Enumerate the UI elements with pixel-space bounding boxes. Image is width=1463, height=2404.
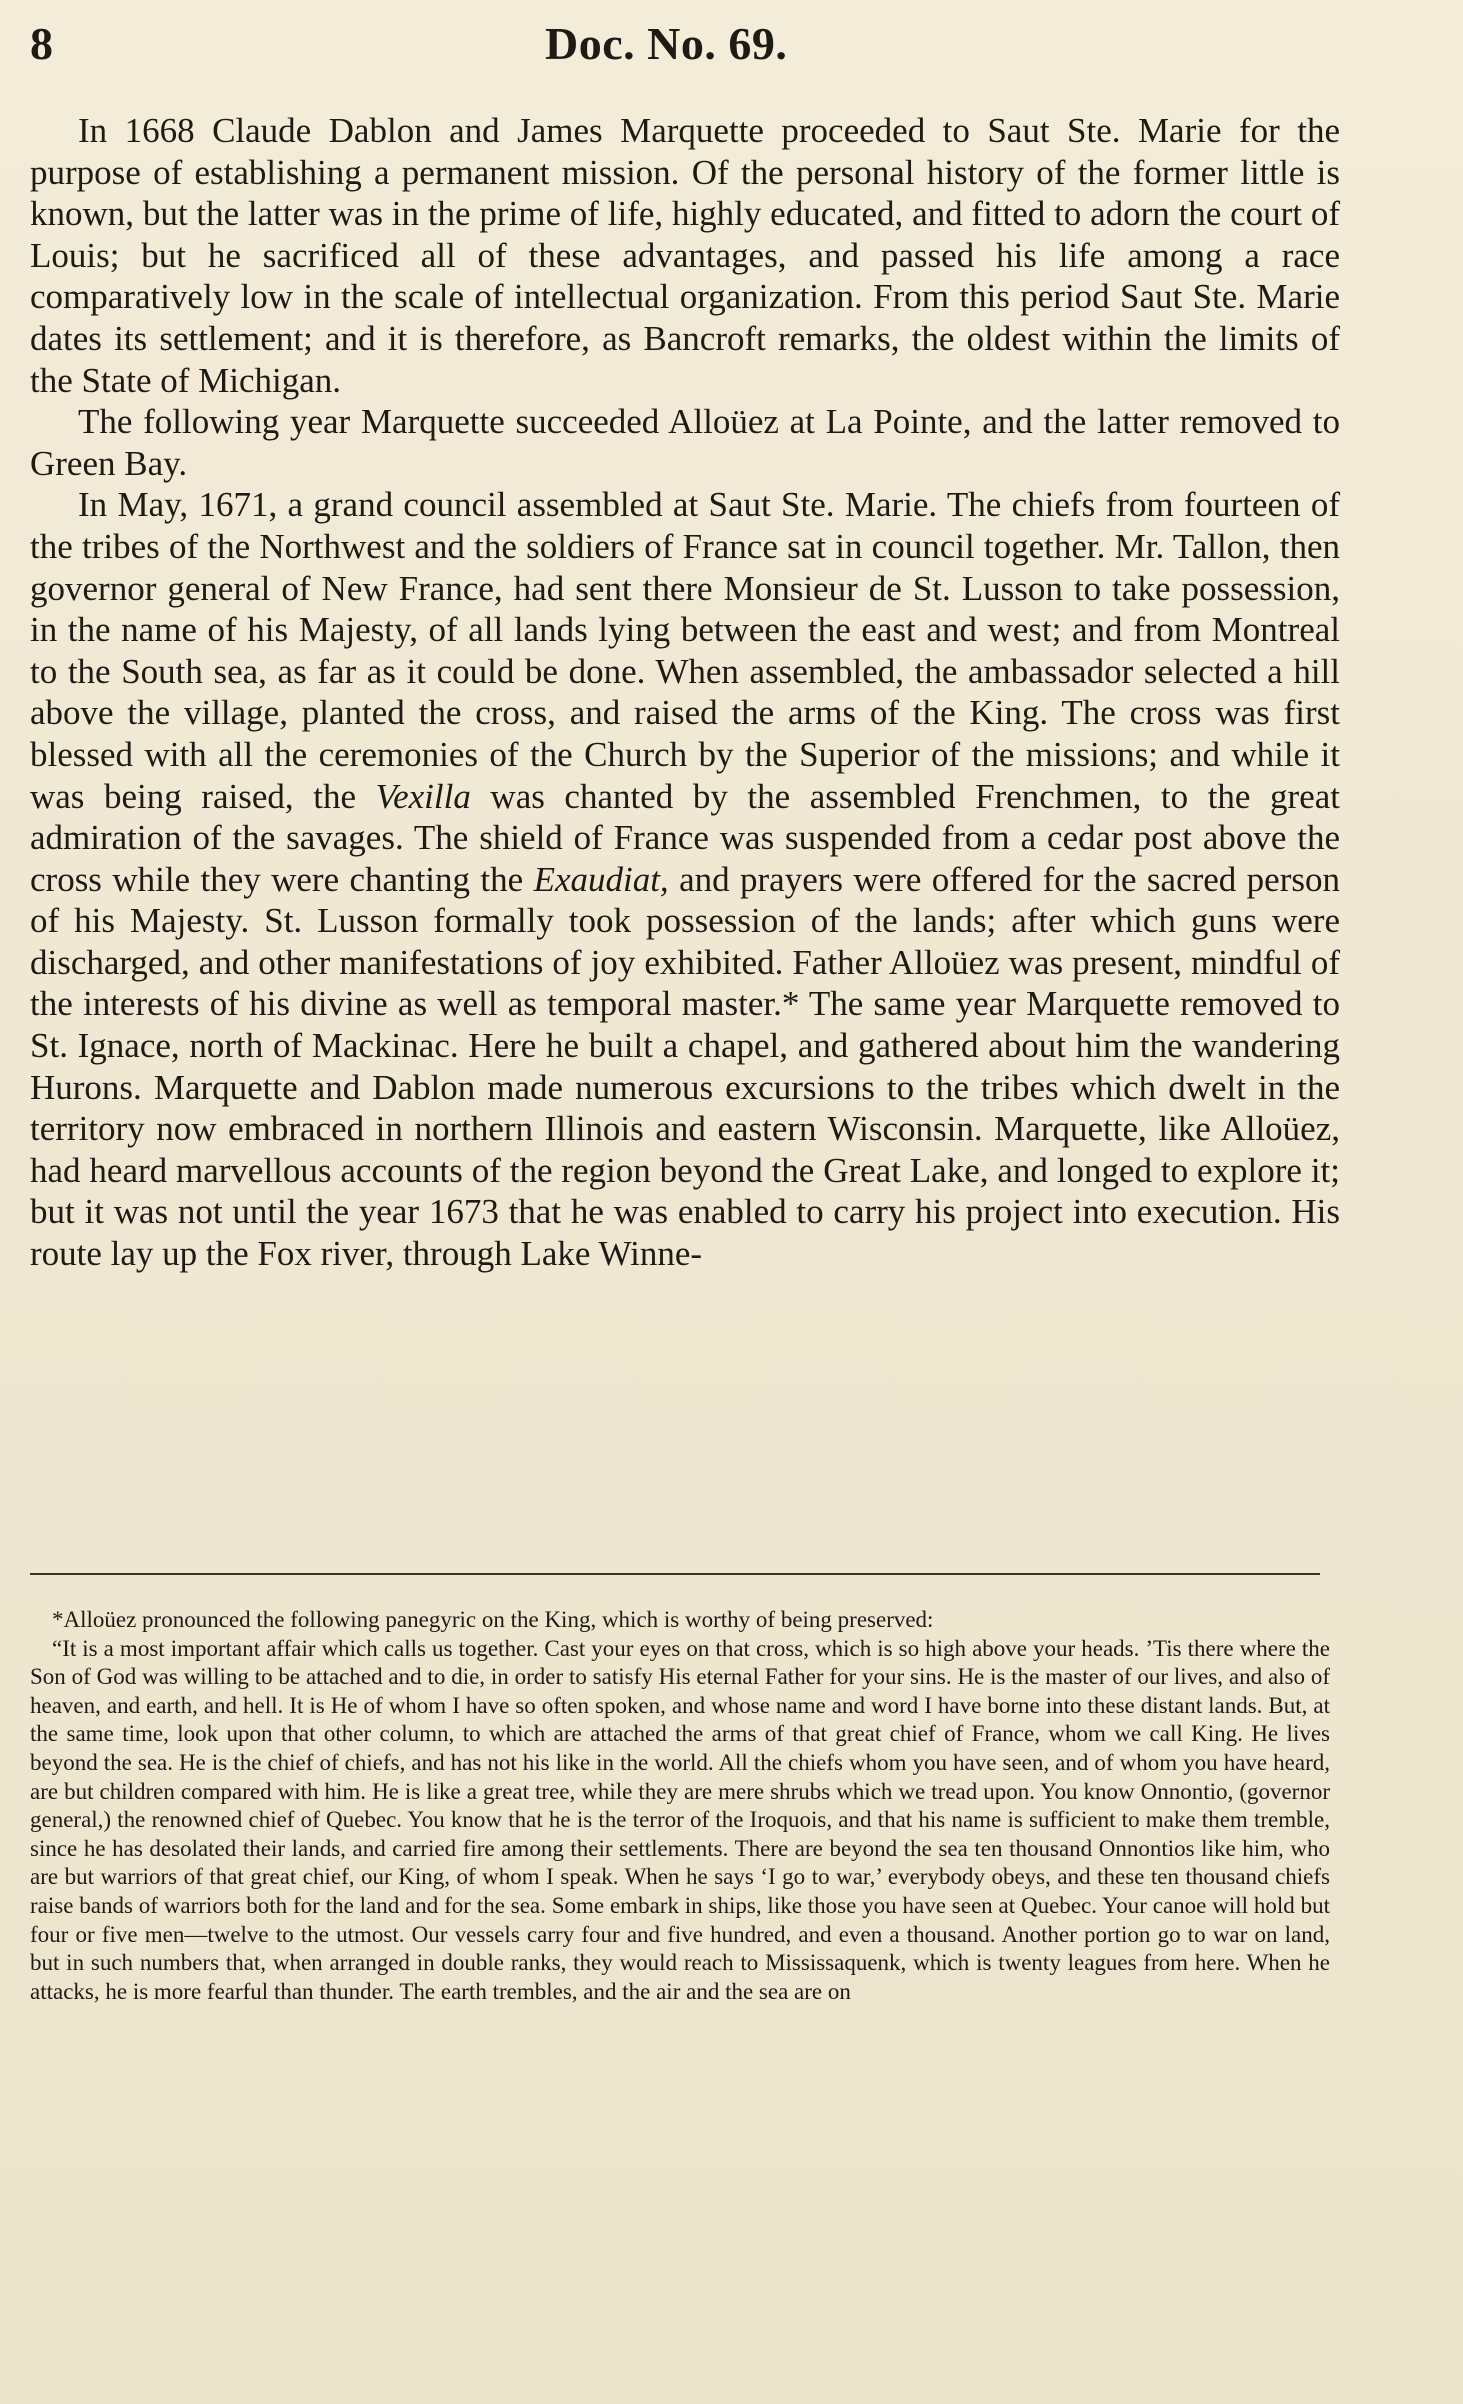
exaudiat-italic: Exaudiat,: [533, 859, 669, 899]
page-number: 8: [30, 18, 53, 69]
paragraph-3-part-c: and prayers were offered for the sacred person of his Majesty. St. Lusson formally took possession of the lands; after which guns were discharged, and other manifestations of joy exhibited. Father Alloüez was present, mindful of the interests of his divine as well as temporal master.* The same year Marquette removed to St. Ignace, north of Mackinac. Here he built a chapel, and gathered about him the wandering Hurons. Marquette and Dablon made numerous excursions to the tribes which dwelt in the territory now embraced in northern Illinois and eastern Wisconsin. Marquette, like Alloüez, had heard marvellous accounts of the region beyond the Great Lake, and longed to explore it; but it was not until the year 1673 that he was enabled to carry his project into execution. His route lay up the Fox river, through Lake Winne-: [30, 859, 1340, 1274]
page-header: [30, 14, 1330, 74]
footnote-divider: [30, 1573, 1320, 1575]
paragraph-3-part-b: was chanted by the assembled Frenchmen, to the great admiration of the savages. The shield of France was suspended from a cedar post above the cross while they were chanting the: [30, 776, 1340, 899]
body-text: [30, 110, 1340, 1275]
paragraph-2: The following year Marquette succeeded Alloüez at La Pointe, and the latter removed to Green Bay.: [30, 402, 1340, 483]
footnote-quote: “It is a most important affair which calls us together. Cast your eyes on that cross, which is so high above your heads. ’Tis there where the Son of God was willing to be attached and to die, in order to satisfy His eternal Father for your sins. He is the master of our lives, and also of heaven, and earth, and hell. It is He of whom I have so often spoken, and whose name and word I have borne into these distant lands. But, at the same time, look upon that other column, to which are attached the arms of that great chief of France, whom we call King. He lives beyond the sea. He is the chief of chiefs, and has not his like in the world. All the chiefs whom you have seen, and of whom you have heard, are but children compared with him. He is like a great tree, while they are mere shrubs which we tread upon. You know Onnontio, (governor general,) the renowned chief of Quebec. You know that he is the terror of the Iroquois, and that his name is sufficient to make them tremble, since he has desolated their lands, and carried fire among their settlements. There are beyond the sea ten thousand Onnontios like him, who are but warriors of that great chief, our King, of whom I speak. When he says ‘I go to war,’ everybody obeys, and these ten thousand chiefs raise bands of warriors both for the land and for the sea. Some embark in ships, like those you have seen at Quebec. Your canoe will hold but four or five men—twelve to the utmost. Our vessels carry four and five hundred, and even a thousand. Another portion go to war on land, but in such numbers that, when arranged in double ranks, they would reach to Mississaquenk, which is twenty leagues from here. When he attacks, he is more fearful than thunder. The earth trembles, and the air and the sea are on: [30, 1635, 1330, 2004]
vexilla-italic: Vexilla: [375, 776, 471, 816]
running-title: Doc. No. 69.: [545, 18, 788, 69]
paragraph-3: [30, 484, 1340, 1274]
paragraph-1: In 1668 Claude Dablon and James Marquette proceeded to Saut Ste. Marie for the purpose of establishing a permanent mission. Of the personal history of the former little is known, but the latter was in the prime of life, highly educated, and fitted to adorn the court of Louis; but he sacrificed all of these advantages, and passed his life among a race comparatively low in the scale of intellectual organization. From this period Saut Ste. Marie dates its settlement; and it is therefore, as Bancroft remarks, the oldest within the limits of the State of Michigan.: [30, 111, 1340, 400]
footnotes: [30, 1606, 1330, 2006]
footnote-intro: *Alloüez pronounced the following panegyric on the King, which is worthy of being preserved:: [52, 1607, 934, 1632]
paragraph-3-part-a: In May, 1671, a grand council assembled at Saut Ste. Marie. The chiefs from fourteen of the tribes of the Northwest and the soldiers of France sat in council together. Mr. Tallon, then governor general of New France, had sent there Monsieur de St. Lusson to take possession, in the name of his Majesty, of all lands lying between the east and west; and from Montreal to the South sea, as far as it could be done. When assembled, the ambassador selected a hill above the village, planted the cross, and raised the arms of the King. The cross was first blessed with all the ceremonies of the Church by the Superior of the missions; and while it was being raised, the: [30, 485, 1340, 816]
